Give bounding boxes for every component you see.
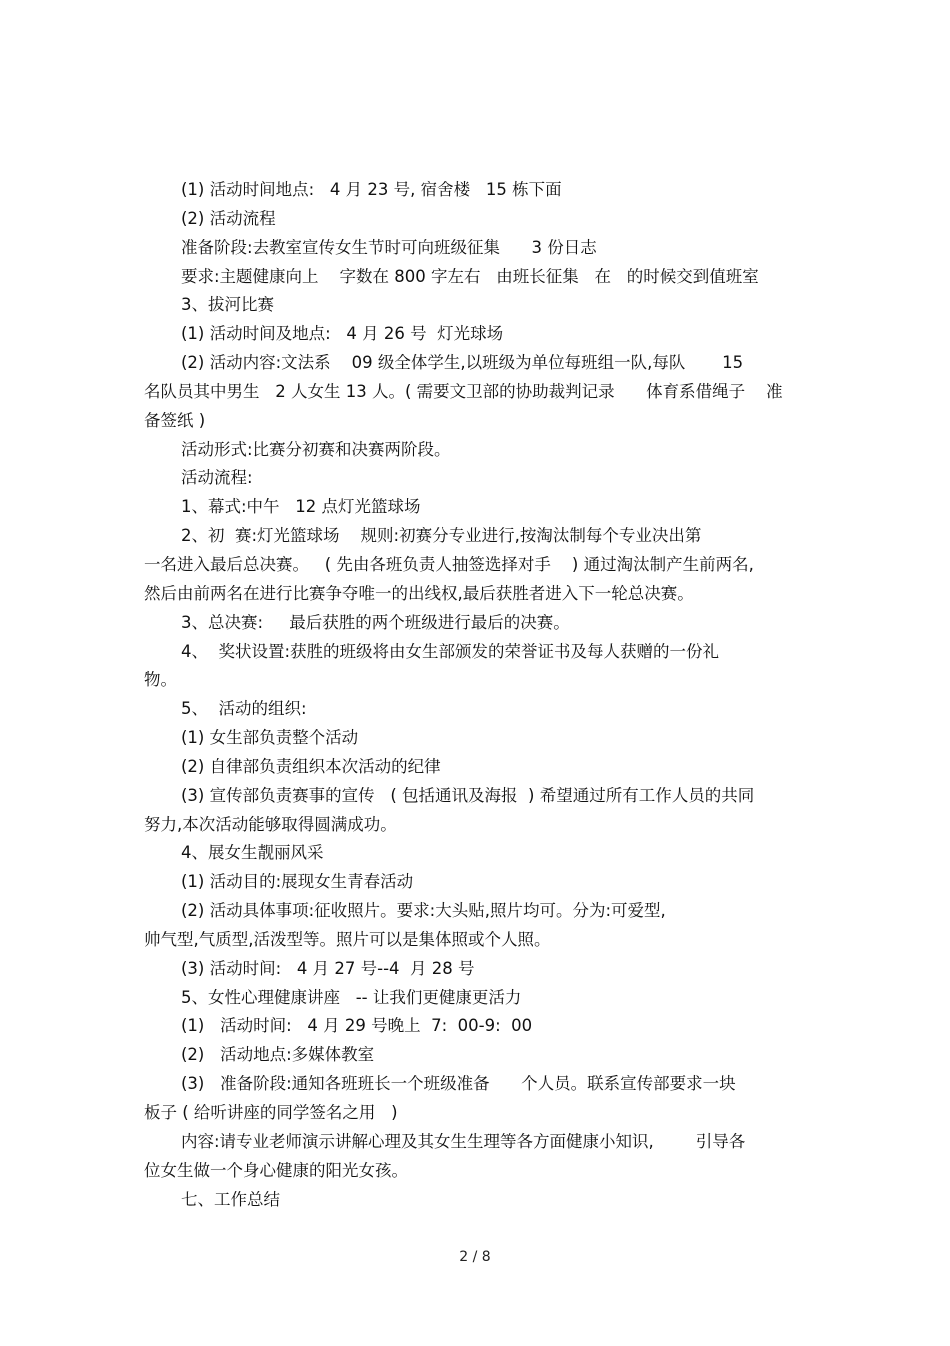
text-line: (2) 活动流程 [181, 208, 276, 228]
text-line: (2) 活动内容:文法系 09 级全体学生,以班级为单位每班组一队,每队 15 [181, 353, 744, 373]
text-line: 一名进入最后总决赛。 ( 先由各班负责人抽签选择对手 ) 通过淘汰制产生前两名, [144, 554, 754, 574]
text-line: 准备阶段:去教室宣传女生节时可向班级征集 3 份日志 [181, 237, 597, 257]
text-line: 3、拔河比赛 [181, 295, 274, 315]
text-line: (3) 活动时间: 4 月 27 号--4 月 28 号 [181, 958, 475, 978]
text-line: (1) 活动时间及地点: 4 月 26 号 灯光球场 [181, 324, 504, 344]
text-line: 备签纸 ) [144, 410, 206, 430]
text-line: 4、展女生靓丽风采 [181, 843, 324, 863]
text-line: 要求:主题健康向上 字数在 800 字左右 由班长征集 在 的时候交到值班室 [181, 266, 759, 286]
text-line: 5、女性心理健康讲座 -- 让我们更健康更活力 [181, 987, 522, 1007]
text-line: 2、初 赛:灯光篮球场 规则:初赛分专业进行,按淘汰制每个专业决出第 [181, 526, 702, 546]
text-line: 5、 活动的组织: [181, 699, 307, 719]
text-line: 板子 ( 给听讲座的同学签名之用 ) [144, 1103, 398, 1122]
text-line: 名队员其中男生 2 人女生 13 人。( 需要文卫部的协助裁判记录 体育系借绳子 准 [144, 381, 783, 401]
text-line: 位女生做一个身心健康的阳光女孩。 [144, 1160, 408, 1180]
text-line: 1、幕式:中午 12 点灯光篮球场 [181, 497, 421, 517]
text-line: 活动形式:比赛分初赛和决赛两阶段。 [181, 439, 451, 459]
text-line: 3、总决赛: 最后获胜的两个班级进行最后的决赛。 [181, 612, 570, 632]
text-line: 七、工作总结 [181, 1189, 280, 1209]
text-line: (3) 宣传部负责赛事的宣传 ( 包括通讯及海报 ) 希望通过所有工作人员的共同 [181, 785, 755, 805]
text-line: 4、 奖状设置:获胜的班级将由女生部颁发的荣誉证书及每人获赠的一份礼 [181, 641, 720, 661]
text-line: (1) 活动目的:展现女生青春活动 [181, 872, 414, 892]
text-line: (2) 活动地点:多媒体教室 [181, 1045, 375, 1065]
text-line: (1) 女生部负责整个活动 [181, 728, 359, 748]
body-text [144, 176, 810, 1214]
text-line: 内容:请专业老师演示讲解心理及其女生生理等各方面健康小知识, 引导各 [181, 1131, 746, 1151]
text-line: (1) 活动时间地点: 4 月 23 号, 宿舍楼 15 栋下面 [181, 180, 562, 199]
page-number: 2 / 8 [459, 1249, 491, 1265]
text-line: (2) 活动具体事项:征收照片。要求:大头贴,照片均可。分为:可爱型, [181, 901, 666, 921]
text-line: 努力,本次活动能够取得圆满成功。 [144, 814, 397, 834]
text-line: 活动流程: [181, 468, 253, 488]
text-line: (2) 自律部负责组织本次活动的纪律 [181, 756, 441, 776]
text-line: (1) 活动时间: 4 月 29 号晚上 7: 00-9: 00 [181, 1016, 533, 1036]
text-line: 帅气型,气质型,活泼型等。照片可以是集体照或个人照。 [144, 929, 551, 949]
text-line: (3) 准备阶段:通知各班班长一个班级准备 个人员。联系宣传部要求一块 [181, 1074, 736, 1094]
text-line: 物。 [144, 670, 177, 690]
text-line: 然后由前两名在进行比赛争夺唯一的出线权,最后获胜者进入下一轮总决赛。 [144, 583, 694, 603]
